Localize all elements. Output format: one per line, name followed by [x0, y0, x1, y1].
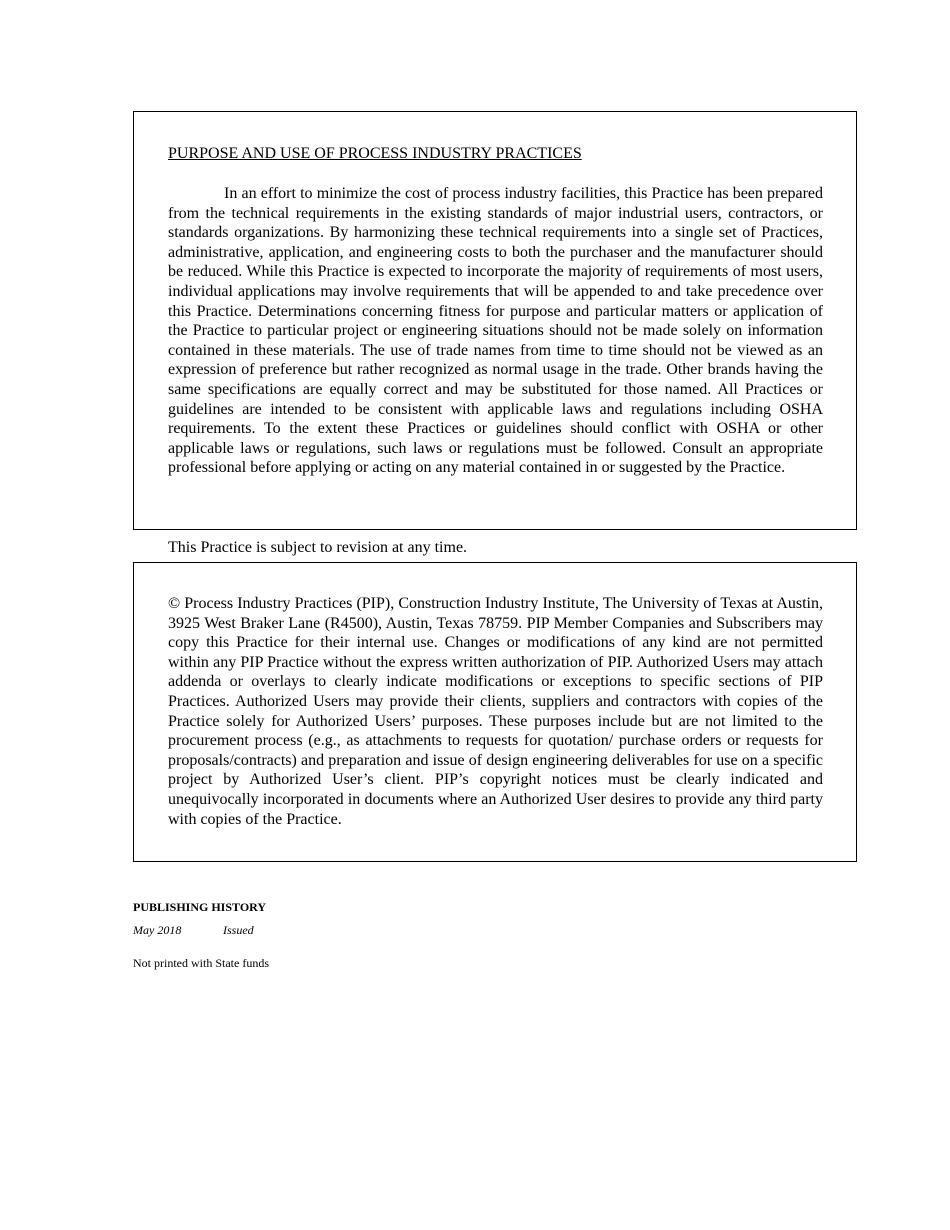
publishing-history-date: May 2018	[133, 923, 182, 937]
publishing-history-entry	[133, 922, 254, 938]
revision-note: This Practice is subject to revision at any time.	[168, 539, 468, 556]
publishing-history-status: Issued	[223, 923, 254, 937]
funding-note: Not printed with State funds	[133, 956, 269, 970]
publishing-history-title: PUBLISHING HISTORY	[133, 900, 267, 914]
purpose-heading: PURPOSE AND USE OF PROCESS INDUSTRY PRACTICES	[168, 145, 582, 162]
purpose-box	[133, 111, 857, 530]
copyright-body: © Process Industry Practices (PIP), Construction Industry Institute, The University of Texas at Austin, 3925 West Braker Lane (R4500), Austin, Texas 78759. PIP Member Companies and Subscribers may copy this Practice for their internal use. Changes or modifications of any kind are not permitted within any PIP Practice without the express written authorization of PIP. Authorized Users may attach addenda or overlays to clearly indicate modifications or exceptions to specific sections of PIP Practices. Authorized Users may provide their clients, suppliers and contractors with copies of the Practice solely for Authorized Users’ purposes. These purposes include but are not limited to the procurement process (e.g., as attachments to requests for quotation/ purchase orders or requests for proposals/contracts) and preparation and issue of design engineering deliverables for use on a specific project by Authorized User’s client. PIP’s copyright notices must be clearly indicated and unequivocally incorporated in documents where an Authorized User desires to provide any third party with copies of the Practice.	[168, 595, 823, 828]
purpose-body: In an effort to minimize the cost of process industry facilities, this Practice has been prepared from the technical requirements in the existing standards of major industrial users, contractors, or standards organizations. By harmonizing these technical requirements into a single set of Practices, administrative, application, and engineering costs to both the purchaser and the manufacturer should be reduced. While this Practice is expected to incorporate the majority of requirements of most users, individual applications may involve requirements that will be appended to and take precedence over this Practice. Determinations concerning fitness for purpose and particular matters or application of the Practice to particular project or engineering situations should not be made solely on information contained in these materials. The use of trade names from time to time should not be viewed as an expression of preference but rather recognized as normal usage in the trade. Other brands having the same specifications are equally correct and may be substituted for those named. All Practices or guidelines are intended to be consistent with applicable laws and regulations including OSHA requirements. To the extent these Practices or guidelines should conflict with OSHA or other applicable laws or regulations, such laws or regulations must be followed. Consult an appropriate professional before applying or acting on any material contained in or suggested by the Practice.	[168, 185, 823, 477]
copyright-box	[133, 562, 857, 862]
